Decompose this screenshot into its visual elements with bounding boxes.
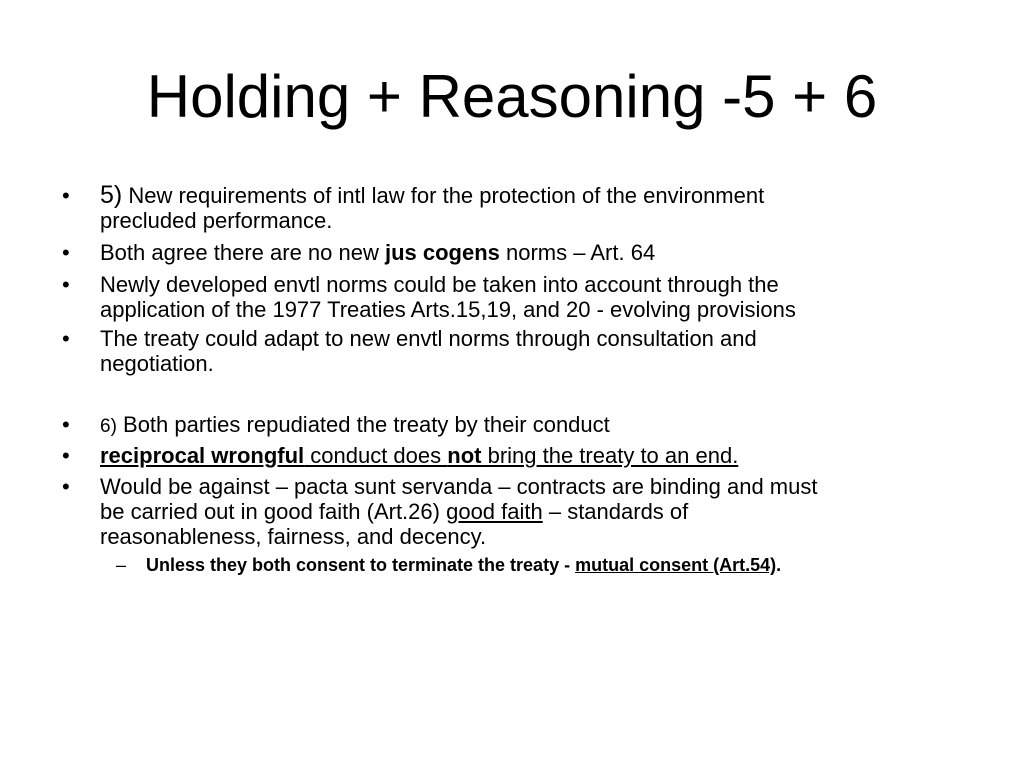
reciprocal-wrongful-term: reciprocal wrongful [100, 443, 305, 468]
item-text: conduct does [304, 443, 448, 468]
bullet-icon: • [62, 474, 70, 499]
list-item [62, 326, 960, 376]
item-text: be carried out in good faith (Art.26) [100, 499, 447, 524]
item-text: Both parties repudiated the treaty by their conduct [116, 412, 610, 437]
item-text: precluded performance. [100, 208, 333, 233]
sub-item-text: . [776, 555, 782, 575]
bullet-icon: • [62, 272, 70, 297]
list-item [62, 272, 960, 322]
item-text: The treaty could adapt to new envtl norms through consultation and [100, 326, 757, 351]
sub-item-text: Unless they both consent to terminate the treaty - [146, 555, 576, 575]
jus-cogens-term: jus cogens [384, 240, 500, 265]
bullet-icon: • [62, 412, 70, 437]
item-text: – standards of [542, 499, 689, 524]
item-text: Would be against – pacta sunt servanda – contracts are binding and must [100, 474, 818, 499]
item-text: Newly developed envtl norms could be taken into account through the [100, 272, 779, 297]
item-text: application of the 1977 Treaties Arts.15,19, and 20 - evolving provisions [100, 297, 796, 322]
list-item [62, 412, 960, 439]
item-number: 6) [100, 416, 117, 437]
bullet-icon: • [62, 443, 70, 468]
item-text: Both agree there are no new [100, 240, 385, 265]
item-text: negotiation. [100, 351, 214, 376]
list-item [62, 443, 960, 468]
not-term: not [447, 443, 482, 468]
list-item [62, 240, 960, 265]
sub-list-item [116, 554, 986, 576]
item-number: 5) [100, 181, 123, 209]
item-text: New requirements of intl law for the protection of the environment [122, 183, 765, 208]
bullet-icon: • [62, 326, 70, 351]
list-item [62, 474, 960, 549]
list-item [62, 181, 960, 233]
bullet-icon: • [62, 240, 70, 265]
item-text: bring the treaty to an end. [481, 443, 739, 468]
bullet-icon: • [62, 183, 70, 208]
mutual-consent-term: mutual consent (Art.54) [575, 555, 777, 575]
good-faith-term: good faith [446, 499, 543, 524]
slide-title: Holding + Reasoning -5 + 6 [146, 63, 878, 130]
item-text: norms – Art. 64 [499, 240, 656, 265]
item-text: reasonableness, fairness, and decency. [100, 524, 487, 549]
dash-icon: – [116, 555, 127, 575]
